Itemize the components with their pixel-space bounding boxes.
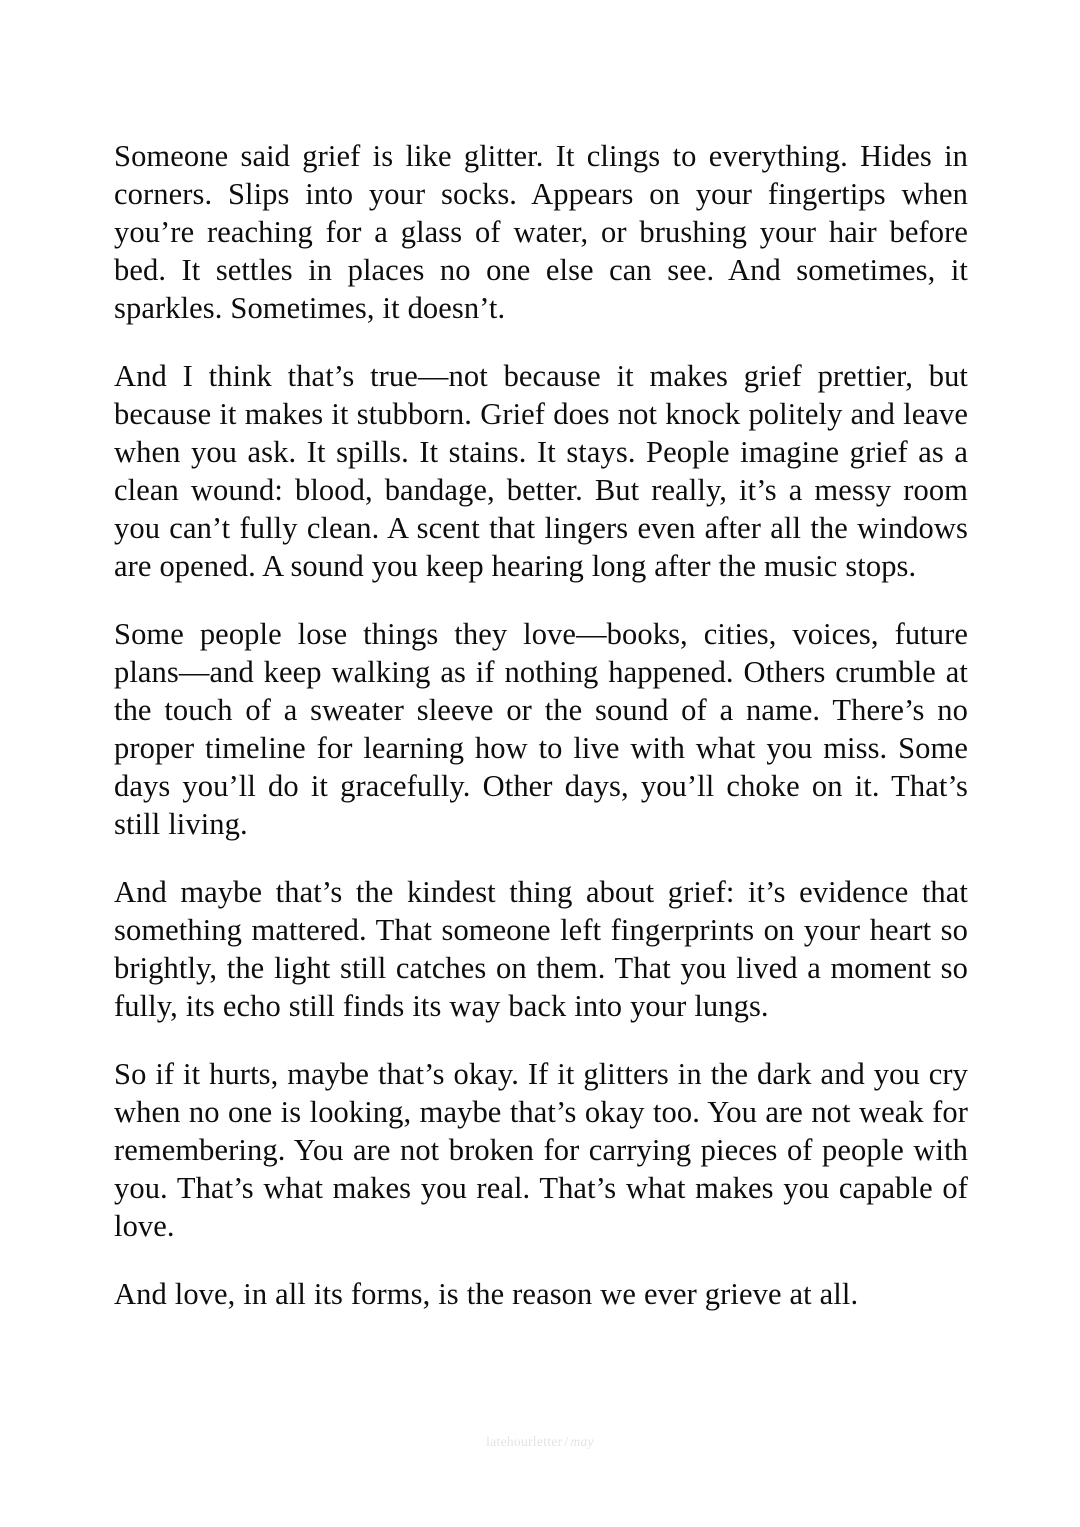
footer-author: may	[570, 1434, 594, 1449]
paragraph: And maybe that’s the kindest thing about grief: it’s evidence that something mattered. That someone left fingerprints on your heart so brightly, the light still catches on them. That you lived a moment so fully, its echo still finds its way back into your lungs.	[114, 875, 968, 1023]
footer-separator: /	[564, 1434, 569, 1449]
footer-credit	[0, 1432, 1080, 1452]
essay-body	[114, 137, 968, 1313]
paragraph: And love, in all its forms, is the reason we ever grieve at all.	[114, 1277, 859, 1311]
paragraph: And I think that’s true—not because it makes grief prettier, but because it makes it stubborn. Grief does not knock politely and leave when you ask. It spills. It stains. It stays. People imagine grief as a clean wound: blood, bandage, better. But really, it’s a messy room you can’t fully clean. A scent that lingers even after all the windows are opened. A sound you keep hearing long after the music stops.	[114, 359, 968, 583]
footer-publication: latehourletter	[486, 1434, 563, 1449]
paragraph: So if it hurts, maybe that’s okay. If it glitters in the dark and you cry when no one is looking, maybe that’s okay too. You are not weak for remembering. You are not broken for carrying pieces of people with you. That’s what makes you real. That’s what makes you capable of love.	[114, 1057, 968, 1243]
paragraph: Someone said grief is like glitter. It clings to everything. Hides in corners. Slips into your socks. Appears on your fingertips when you’re reaching for a glass of water, or brushing your hair before bed. It settles in places no one else can see. And sometimes, it sparkles. Sometimes, it doesn’t.	[114, 139, 968, 325]
paragraph: Some people lose things they love—books, cities, voices, future plans—and keep walking as if nothing happened. Others crumble at the touch of a sweater sleeve or the sound of a name. There’s no proper timeline for learning how to live with what you miss. Some days you’ll do it gracefully. Other days, you’ll choke on it. That’s still living.	[114, 617, 968, 841]
